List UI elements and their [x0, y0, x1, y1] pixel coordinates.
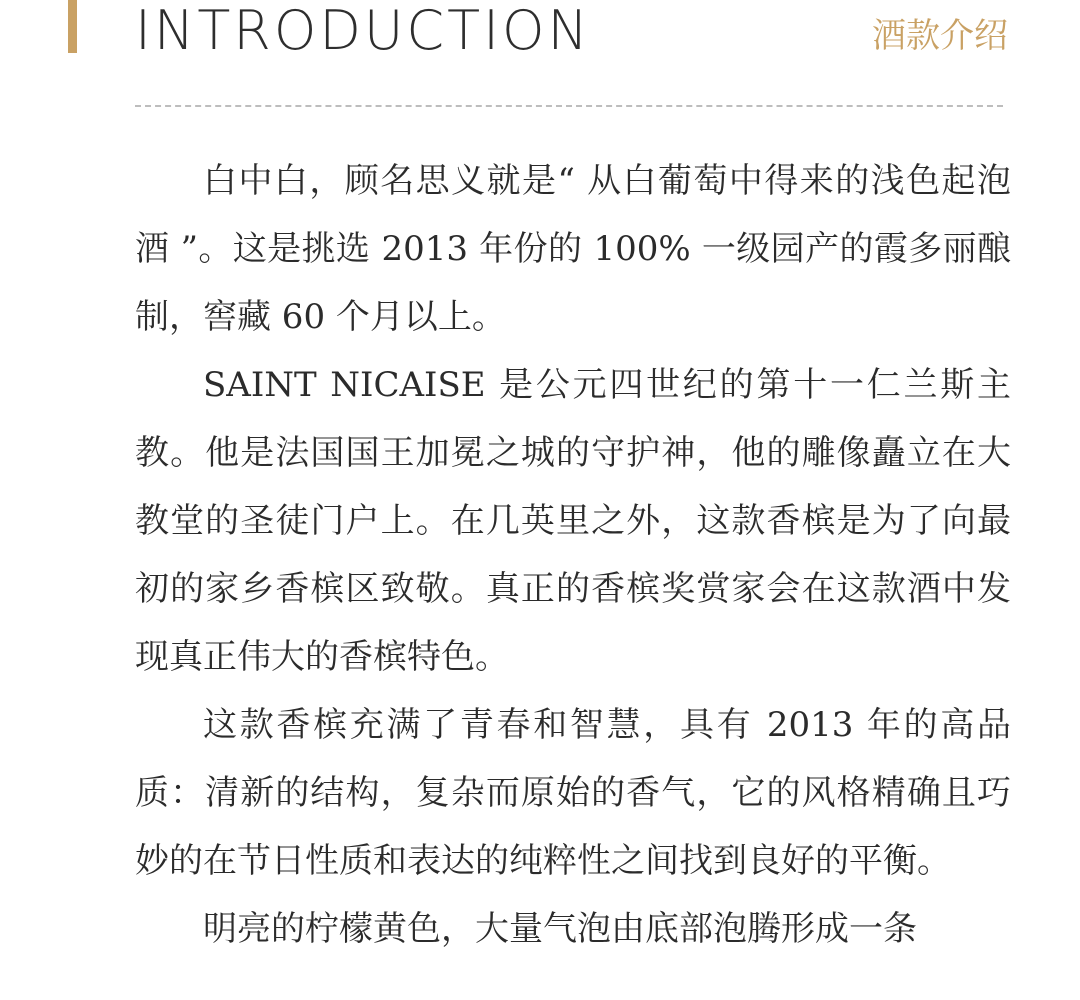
paragraph-tasting-appearance: 明亮的柠檬黄色，大量气泡由底部泡腾形成一条 [203, 909, 917, 949]
paragraph-saint-nicaise: SAINT NICAISE 是公元四世纪的第十一仁兰斯主教。他是法国国王加冕之城的守护神，他的雕像矗立在大教堂的圣徒门户上。在几英里之外，这款香槟是为了向最初的家乡香槟区致敬。真正的香槟奖赏家会在这款酒中发现真正伟大的香槟特色。 [135, 365, 1011, 677]
section-title-chinese: 酒款介绍 [872, 16, 1008, 56]
section-title-english: INTRODUCTION [135, 0, 591, 62]
dashed-divider [135, 105, 1003, 107]
wine-introduction-article [135, 147, 1011, 963]
paragraph-vintage-quality: 这款香槟充满了青春和智慧，具有 2013 年的高品质：清新的结构，复杂而原始的香气，它的风格精确且巧妙的在节日性质和表达的纯粹性之间找到良好的平衡。 [135, 705, 1011, 881]
heading-accent-bar [68, 0, 77, 53]
paragraph-blanc-de-blancs: 白中白，顾名思义就是“ 从白葡萄中得来的浅色起泡酒 ”。这是挑选 2013 年份的 100% 一级园产的霞多丽酿制，窖藏 60 个月以上。 [135, 161, 1011, 337]
